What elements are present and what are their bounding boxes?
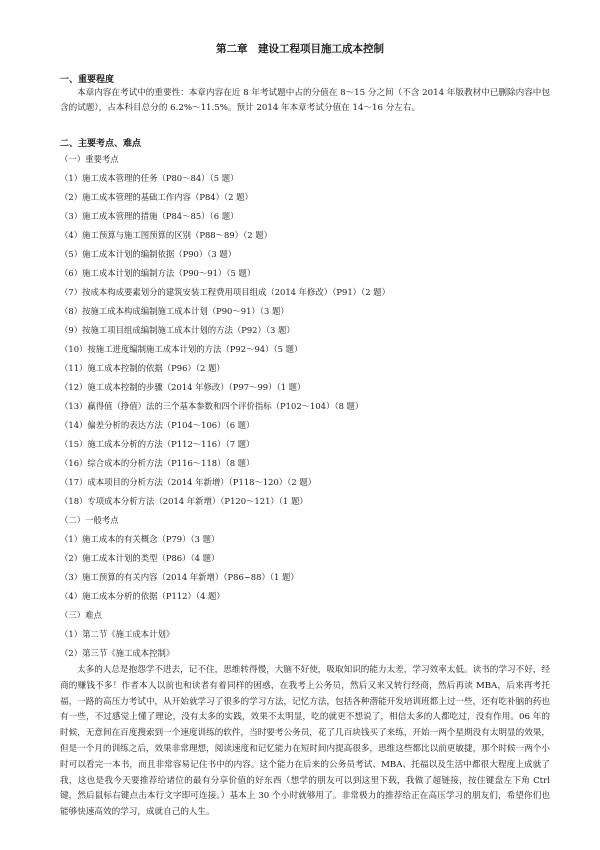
list-item: （三）难点 <box>60 610 102 620</box>
list-item: （4）施工成本分析的依据（P112）（4 题） <box>60 591 225 601</box>
list-item: （3）施工预算的有关内容（2014 年新增）（P86~88）（1 题） <box>60 572 299 582</box>
list-item: （6）施工成本计划的编制方法（P90～91）（5 题） <box>60 268 256 278</box>
importance-paragraph: 本章内容在考试中的重要性：本章内容在近 8 年考试题中占的分值在 8～15 分之间（不含 2014 年版教材中已删除内容中包含的试题），占本科目总分的 6.2%～11.5%。预计 2014 年本章考试分值在 14～16 分左右。 <box>60 88 550 113</box>
list-item: （9）按施工项目组成编制施工成本计划的方法（P92）（3 题） <box>60 325 295 335</box>
list-item: （13）赢得值（挣值）法的三个基本参数和四个评价指标（P102～104）（8 题） <box>60 401 364 411</box>
section-heading-key-points: 二、主要考点、难点 <box>60 139 142 149</box>
list-item: （1）第二节《施工成本计划》 <box>60 629 175 639</box>
list-item: （一）重要考点 <box>60 154 119 164</box>
list-item: （18）专项成本分析方法（2014 年新增）（P120～121）（1 题） <box>60 496 308 506</box>
list-item: （12）施工成本控制的步骤（2014 年修改）（P97～99）（1 题） <box>60 382 306 392</box>
list-item: （1）施工成本管理的任务（P80～84）（5 题） <box>60 173 239 183</box>
section-heading-importance: 一、重要程度 <box>60 75 115 85</box>
list-item: （11）施工成本控制的依据（P96）（2 题） <box>60 363 225 373</box>
key-points-list <box>60 150 550 663</box>
list-item: （8）按施工成本构成编制施工成本计划（P90～91）（3 题） <box>60 306 289 316</box>
list-item: （1）施工成本的有关概念（P79）（3 题） <box>60 534 220 544</box>
list-item: （14）偏差分析的表达方法（P104～106）（6 题） <box>60 420 255 430</box>
list-item: （2）第三节《施工成本控制》 <box>60 648 175 658</box>
list-item: （3）施工成本管理的措施（P84～85）（6 题） <box>60 211 239 221</box>
list-item: （15）施工成本分析的方法（P112～116）（7 题） <box>60 439 255 449</box>
list-item: （2）施工成本管理的基础工作内容（P84）（2 题） <box>60 192 253 202</box>
closing-paragraph: 太多的人总是抱怨学不进去，记不住，思维转得慢，大脑不好使，吸取知识的能力太差，学习效率太低。读书的学习不好，经商的赚钱不多！作者本人以前也和读者有着同样的困惑，在我考上公务员，然后又来又转行经商，然后再读 MBA，后来再考托福，一路的高压力考试中，从开始就学习了很多的学习方法，记忆方法，包括各种潜能开发培训班都上过一些，还有吃补脑的药也有一些，不过感觉上懂了理论，没有太多的实践，效果不太明显，吃的就更不想说了，相信太多的人都吃过，没有作用。06 年的时候，无意间在百度搜索到一个速度训练的软件，当时要考公务员，花了几百块钱买了来练，开始一两个星期没有太明显的效果，但是一个月的训练之后，效果非常理想，阅读速度和记忆能力在短时间内提高很多，思维这些都比以前更敏捷，那个时候一两个小时可以看完一本书，而且非常容易记住书中的内容。这个能力在后来的公务员考试、MBA、托福以及生活中都很大程度上成就了我，这也是我今天要推荐给诸位的最有分享价值的好东西（想学的朋友可以到这里下载，我做了超链接，按住键盘左下角 Ctrl 键，然后鼠标右键点击本行文字即可连接。）基本上 30 个小时就够用了。非常极力的推荐给正在高压学习的朋友们，希望你们也能够快速高效的学习，成就自己的人生。 <box>60 665 550 818</box>
list-item: （16）综合成本的分析方法（P116～118）（8 题） <box>60 458 255 468</box>
list-item: （5）施工成本计划的编制依据（P90）（3 题） <box>60 249 237 259</box>
chapter-title: 第二章 建设工程项目施工成本控制 <box>216 43 384 55</box>
list-item: （4）施工预算与施工图预算的区别（P88～89）（2 题） <box>60 230 272 240</box>
list-item: （10）按施工进度编制施工成本计划的方法（P92～94）（5 题） <box>60 344 303 354</box>
list-item: （2）施工成本计划的类型（P86）（4 题） <box>60 553 220 563</box>
list-item: （二）一般考点 <box>60 515 119 525</box>
list-item: （7）按成本构成要素划分的建筑安装工程费用项目组成（2014 年修改）（P91）（2 题） <box>60 287 390 297</box>
list-item: （17）成本项目的分析方法（2014 年新增）（P118～120）（2 题） <box>60 477 317 487</box>
